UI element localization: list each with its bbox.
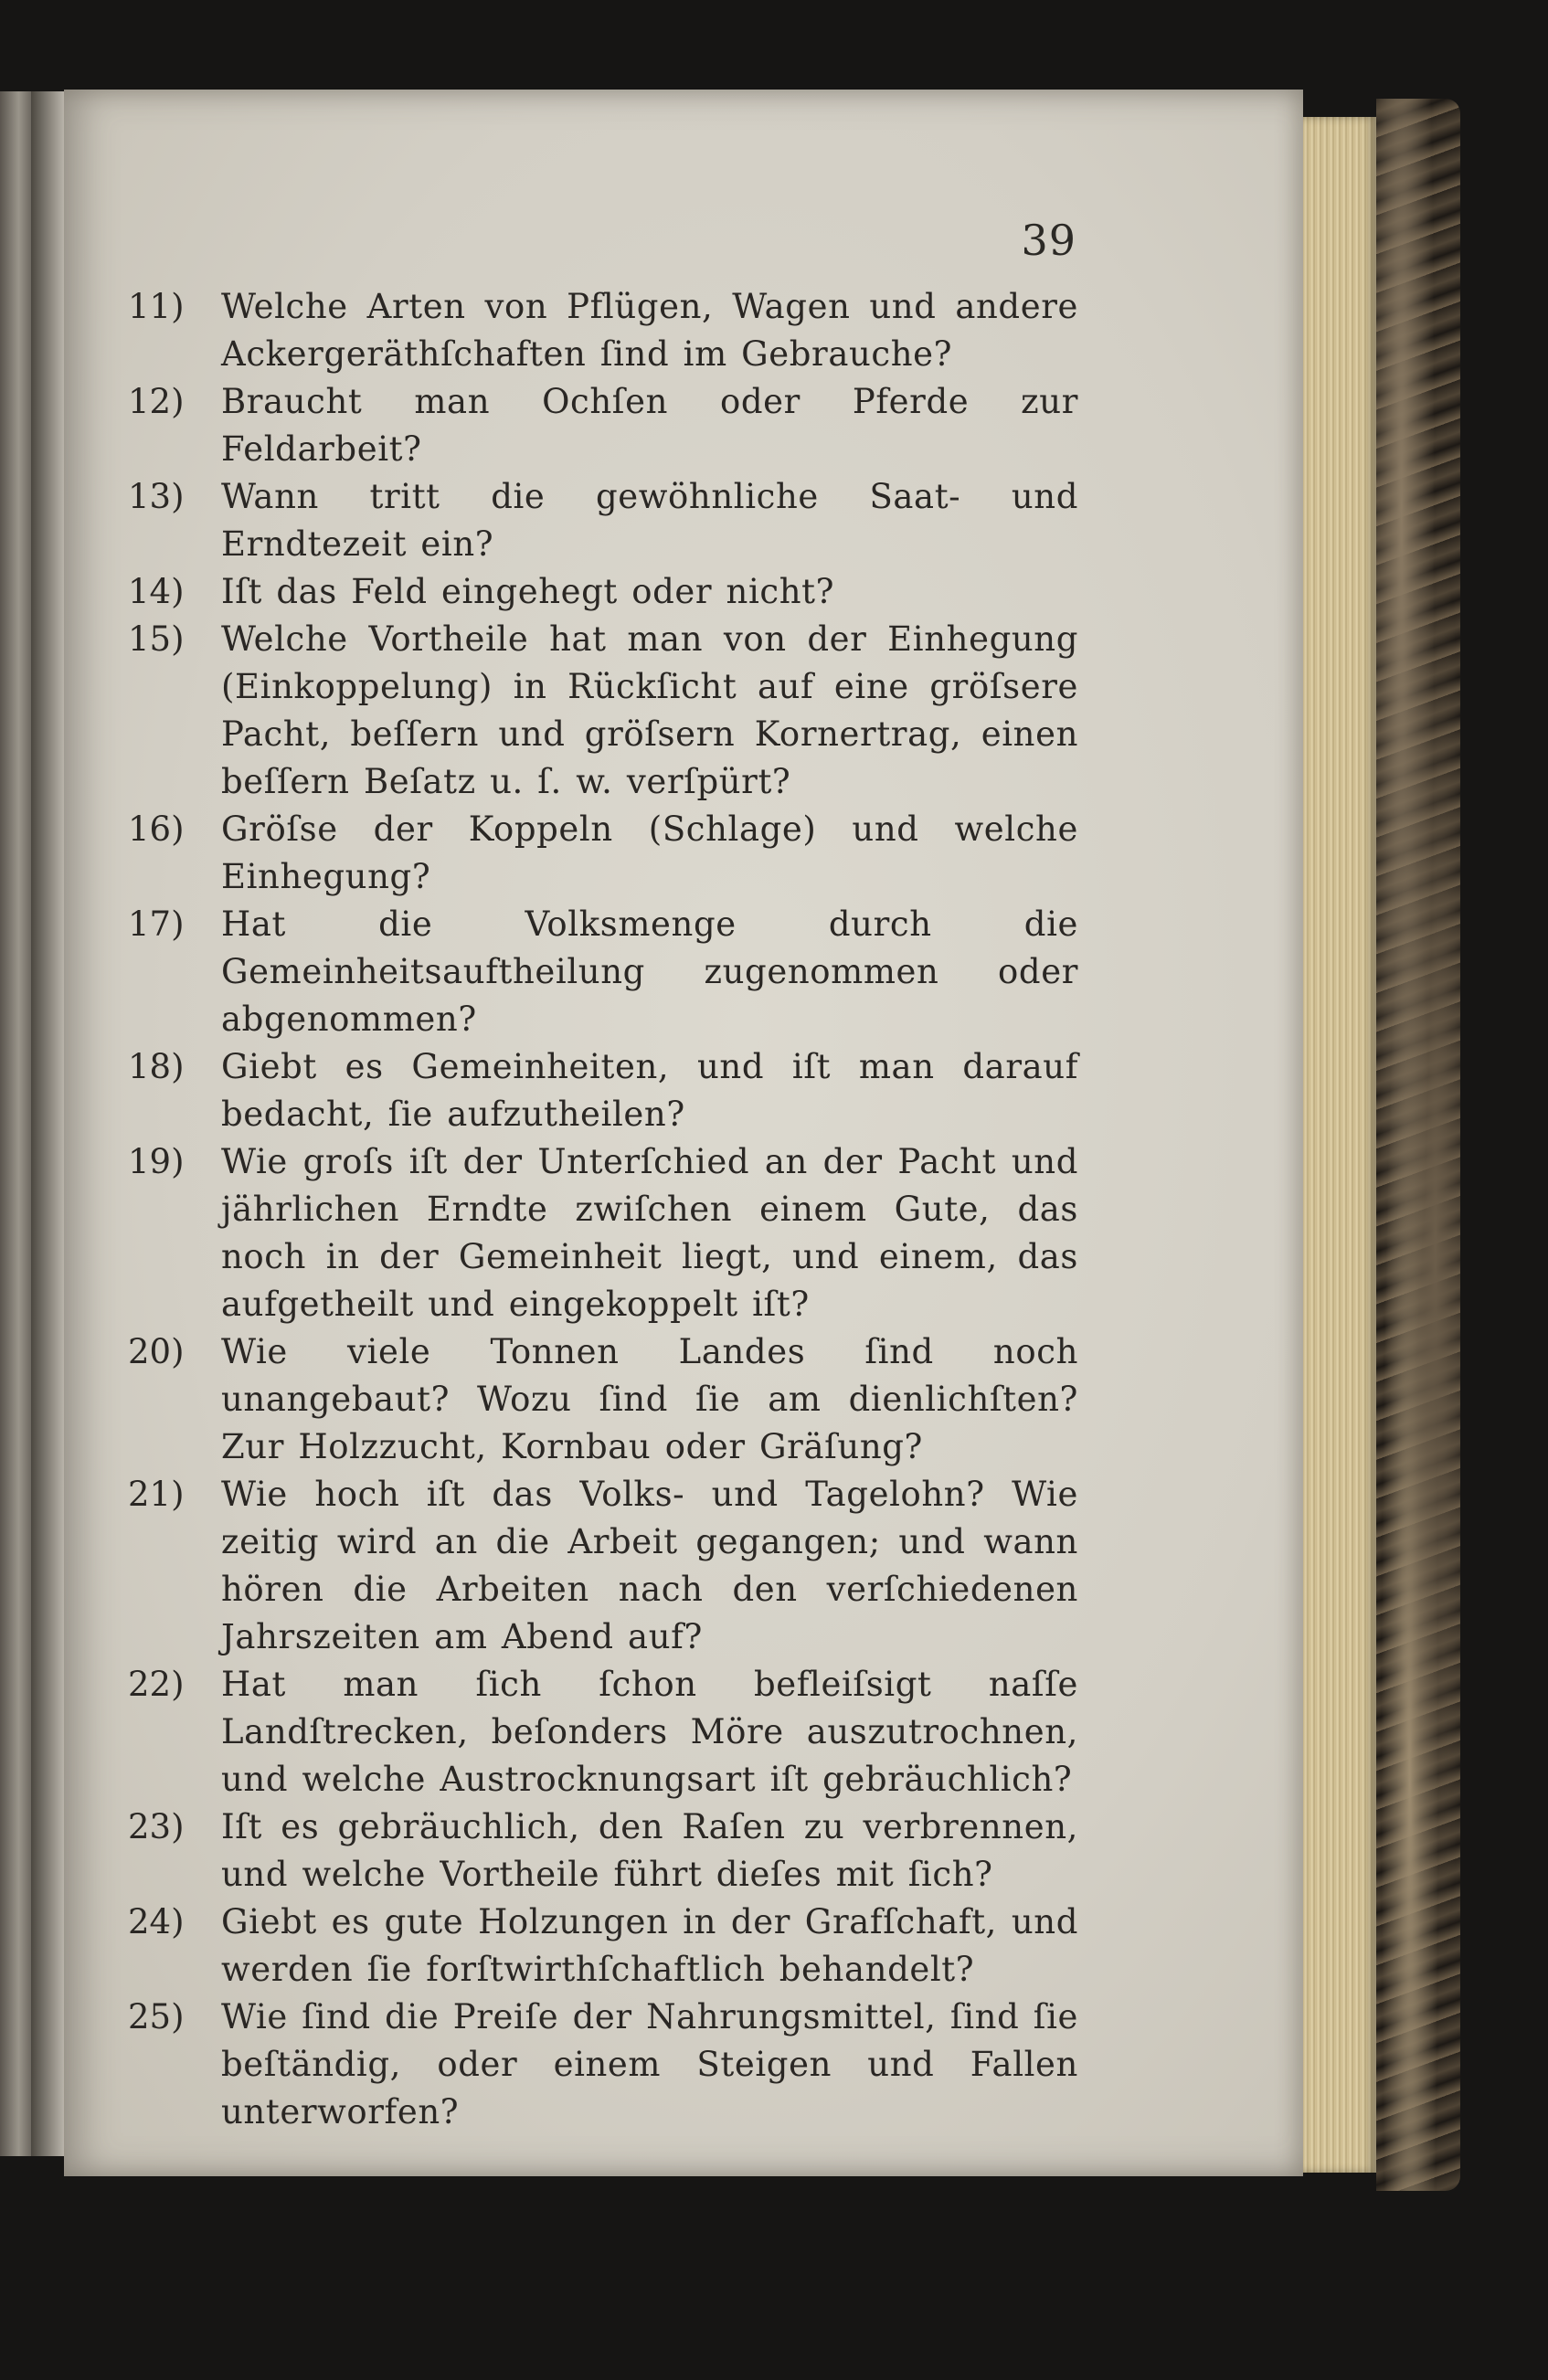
- question-entry: [128, 378, 1078, 473]
- page-block-edges: [1303, 117, 1376, 2173]
- question-text: Hat die Volksmenge durch die Gemeinheitsauftheilung zugenommen oder abgenommen?: [221, 904, 1078, 1039]
- question-text: Braucht man Ochſen oder Pferde zur Feldarbeit?: [221, 382, 1078, 469]
- question-text: Iſt das Feld eingehegt oder nicht?: [221, 572, 835, 611]
- question-text: Wie hoch iſt das Volks- und Tagelohn? Wie zeitig wird an die Arbeit gegangen; und wann hören die Arbeiten nach den verſchiedenen Jahrszeiten am Abend auf?: [221, 1475, 1078, 1656]
- question-entry: [128, 1471, 1078, 1661]
- question-number: 23): [128, 1807, 185, 1846]
- question-text: Iſt es gebräuchlich, den Raſen zu verbrennen, und welche Vortheile führt dieſes mit ſich?: [221, 1807, 1078, 1894]
- question-text: Hat man ſich ſchon befleiſsigt naſſe Landſtrecken, beſonders Möre auszutrochnen, und welche Austrocknungsart iſt gebräuchlich?: [221, 1665, 1078, 1799]
- question-number: 13): [128, 477, 185, 516]
- question-text: Welche Vortheile hat man von der Einhegung (Einkoppelung) in Rückſicht auf eine gröſsere Pacht, beſſern und gröſsern Kornertrag, einen beſſern Beſatz u. ſ. w. verſpürt?: [221, 619, 1078, 801]
- question-entry: [128, 1661, 1078, 1804]
- page-number: 39: [1021, 216, 1076, 265]
- question-number: 16): [128, 809, 185, 849]
- question-number: 21): [128, 1475, 185, 1514]
- question-entry: [128, 1138, 1078, 1328]
- question-entry: [128, 901, 1078, 1043]
- question-entry: [128, 1804, 1078, 1899]
- question-entry: [128, 1994, 1078, 2136]
- question-text: Gröſse der Koppeln (Schlage) und welche Einhegung?: [221, 809, 1078, 896]
- question-number: 11): [128, 287, 185, 326]
- question-text: Wie ſind die Preiſe der Nahrungsmittel, ſind ſie beſtändig, oder einem Steigen und Fallen unterworfen?: [221, 1997, 1078, 2131]
- question-entry: [128, 568, 1078, 616]
- question-entry: [128, 806, 1078, 901]
- question-number: 17): [128, 904, 185, 944]
- question-number: 22): [128, 1665, 185, 1704]
- previous-page-edge: [0, 91, 31, 2156]
- question-number: 25): [128, 1997, 185, 2036]
- question-entry: [128, 1899, 1078, 1994]
- question-number: 18): [128, 1047, 185, 1086]
- question-text: Wie groſs iſt der Unterſchied an der Pacht und jährlichen Erndte zwiſchen einem Gute, das noch in der Gemeinheit liegt, und einem, das aufgetheilt und eingekoppelt iſt?: [221, 1142, 1078, 1324]
- question-list: [128, 283, 1078, 2136]
- question-entry: [128, 473, 1078, 568]
- question-number: 14): [128, 572, 185, 611]
- question-entry: [128, 616, 1078, 806]
- question-number: 20): [128, 1332, 185, 1371]
- question-entry: [128, 1328, 1078, 1471]
- question-text: Welche Arten von Pflügen, Wagen und andere Ackergeräthſchaften ſind im Gebrauche?: [221, 287, 1078, 374]
- book-gutter: [31, 91, 64, 2156]
- question-text: Wie viele Tonnen Landes ſind noch unangebaut? Wozu ſind ſie am dienlichſten? Zur Holzzucht, Kornbau oder Gräſung?: [221, 1332, 1078, 1466]
- question-entry: [128, 1043, 1078, 1138]
- marbled-cover: [1376, 99, 1460, 2191]
- question-number: 24): [128, 1902, 185, 1941]
- question-text: Giebt es Gemeinheiten, und iſt man darauf bedacht, ſie aufzutheilen?: [221, 1047, 1078, 1134]
- question-text: Giebt es gute Holzungen in der Grafſchaft, und werden ſie forſtwirthſchaftlich behandelt?: [221, 1902, 1078, 1989]
- question-entry: [128, 283, 1078, 378]
- question-number: 15): [128, 619, 185, 659]
- question-number: 19): [128, 1142, 185, 1181]
- question-number: 12): [128, 382, 185, 421]
- question-text: Wann tritt die gewöhnliche Saat- und Erndtezeit ein?: [221, 477, 1078, 564]
